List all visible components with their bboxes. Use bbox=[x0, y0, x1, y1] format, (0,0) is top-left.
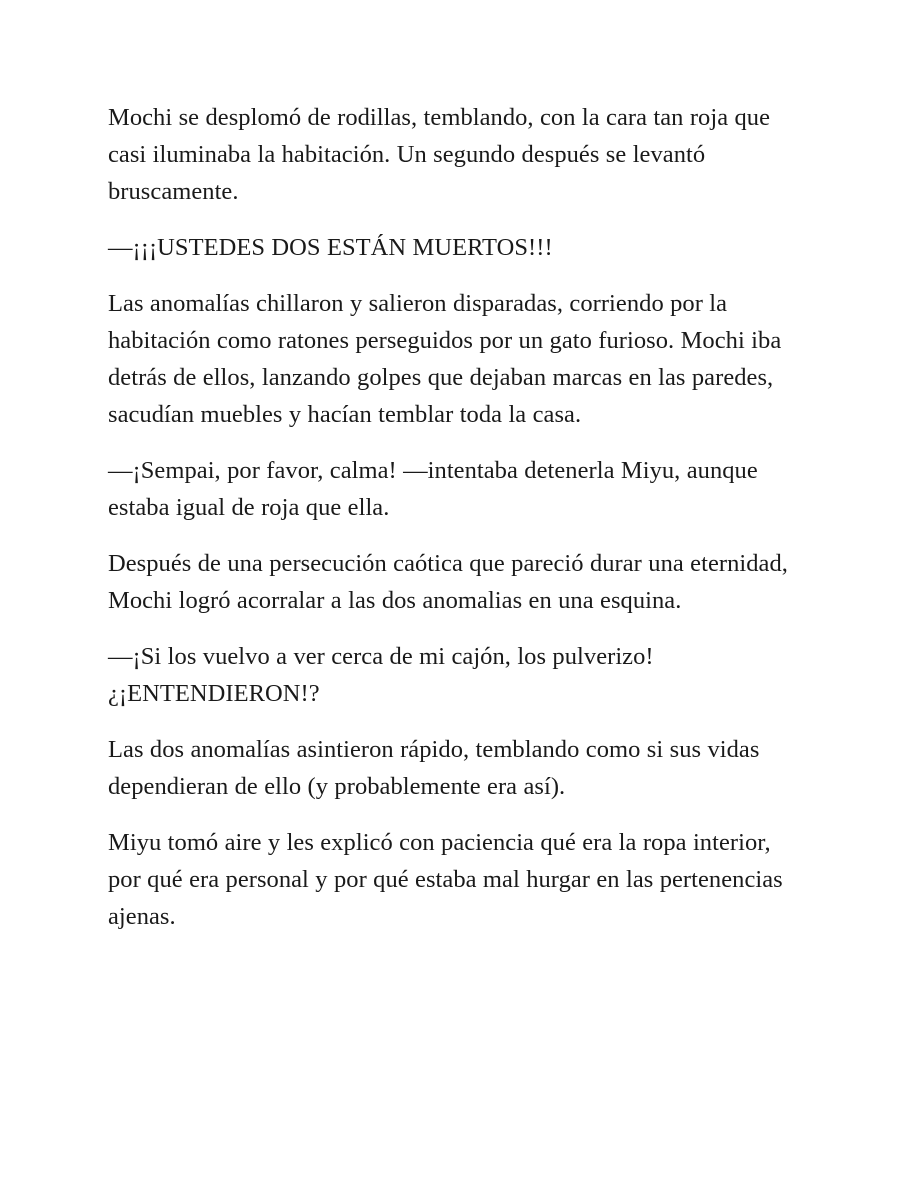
paragraph-dialogue: —¡¡¡USTEDES DOS ESTÁN MUERTOS!!! bbox=[108, 234, 553, 261]
paragraph: Después de una persecución caótica que pareció durar una eternidad, Mochi logró acorralar a las dos anomalias en una esquina. bbox=[108, 550, 788, 614]
document-text-body bbox=[108, 99, 794, 935]
paragraph: Mochi se desplomó de rodillas, temblando, con la cara tan roja que casi iluminaba la habitación. Un segundo después se levantó bruscamente. bbox=[108, 104, 771, 205]
paragraph: Miyu tomó aire y les explicó con paciencia qué era la ropa interior, por qué era personal y por qué estaba mal hurgar en las pertenencias ajenas. bbox=[108, 829, 783, 930]
paragraph-dialogue: —¡Si los vuelvo a ver cerca de mi cajón, los pulverizo! ¿¡ENTENDIERON!? bbox=[108, 643, 654, 707]
paragraph: Las anomalías chillaron y salieron disparadas, corriendo por la habitación como ratones perseguidos por un gato furioso. Mochi iba detrás de ellos, lanzando golpes que dejaban marcas en las paredes, sacudían muebles y hacían temblar toda la casa. bbox=[108, 290, 782, 428]
paragraph: Las dos anomalías asintieron rápido, temblando como si sus vidas dependieran de ello (y probablemente era así). bbox=[108, 736, 760, 800]
paragraph-dialogue: —¡Sempai, por favor, calma! —intentaba detenerla Miyu, aunque estaba igual de roja que ella. bbox=[108, 457, 758, 521]
